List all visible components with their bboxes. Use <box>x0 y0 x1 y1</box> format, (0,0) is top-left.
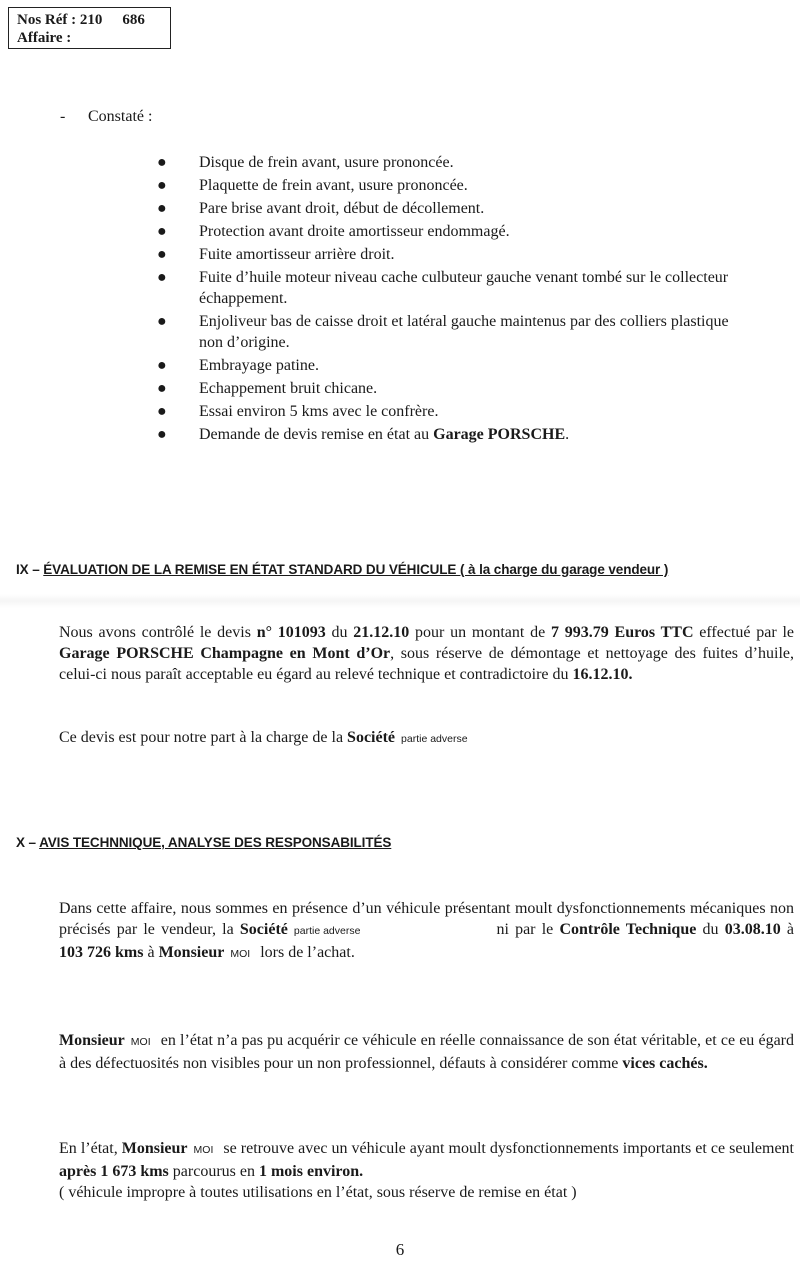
redacted-name: MOI <box>130 1036 151 1048</box>
list-item: ● Embrayage patine. <box>157 357 319 374</box>
list-item: ● Fuite amortisseur arrière droit. <box>157 246 395 263</box>
section-x-paragraph-1: Dans cette affaire, nous sommes en présence d’un véhicule présentant moult dysfonctionnements mécaniques non précisés par le vendeur, la Société partie adverse ni par le Contrôle Technique du 03.08.10 à 103 726 kms à Monsieur MOI lors de l’achat. <box>59 898 794 965</box>
bullet-icon: ● <box>157 380 167 397</box>
redacted-name: MOI <box>230 948 251 960</box>
section-x-number: X – <box>16 835 40 850</box>
constate-dash: - <box>60 108 66 125</box>
list-item: ● Plaquette de frein avant, usure prononcée. <box>157 177 468 194</box>
list-item: ● Essai environ 5 kms avec le confrère. <box>157 403 439 420</box>
section-ix-number: IX – <box>16 562 44 577</box>
bullet-icon: ● <box>157 177 167 194</box>
scan-artifact <box>0 594 800 608</box>
section-x-title <box>16 835 391 850</box>
bullet-icon: ● <box>157 313 167 330</box>
section-x-paragraph-2: Monsieur MOI en l’état n’a pas pu acquérir ce véhicule en réelle connaissance de son état véritable, et ce eu égard à des défectuosités non visibles pour un non professionnel, défauts à considérer comme vices cachés. <box>59 1032 794 1072</box>
list-item: ● Disque de frein avant, usure prononcée. <box>157 154 454 171</box>
page-number: 6 <box>395 1240 405 1259</box>
bullet-icon: ● <box>157 426 167 443</box>
section-ix-heading: ÉVALUATION DE LA REMISE EN ÉTAT STANDARD DU VÉHICULE ( à la charge du garage vendeur ) <box>43 562 669 577</box>
list-item: ● Demande de devis remise en état au Garage PORSCHE. <box>157 426 570 443</box>
list-item: ● Echappement bruit chicane. <box>157 380 378 397</box>
bullet-icon: ● <box>157 357 167 374</box>
bullet-icon: ● <box>157 223 167 240</box>
list-item: ● Fuite d’huile moteur niveau cache culbuteur gauche venant tombé sur le collecteur échappement. <box>157 269 729 307</box>
bullet-icon: ● <box>157 403 167 420</box>
list-item: ● Enjoliveur bas de caisse droit et latéral gauche maintenus par des colliers plastique non d’origine. <box>157 313 729 351</box>
redacted-name: partie adverse <box>293 925 361 937</box>
bullet-icon: ● <box>157 246 167 263</box>
redacted-name: partie adverse <box>401 733 468 745</box>
affaire-label: Affaire : <box>17 30 72 46</box>
section-x-heading: AVIS TECHNNIQUE, ANALYSE DES RESPONSABILITÉS <box>39 835 392 850</box>
reference-box <box>8 7 171 49</box>
section-ix-title <box>16 562 668 577</box>
ref-label: Nos Réf : 210 <box>17 12 103 28</box>
list-item: ● Pare brise avant droit, début de décollement. <box>157 200 485 217</box>
constate-label: Constaté : <box>88 108 153 125</box>
redacted-name: MOI <box>193 1144 214 1156</box>
bullet-icon: ● <box>157 269 167 286</box>
list-item: ● Protection avant droite amortisseur endommagé. <box>157 223 510 240</box>
bullet-icon: ● <box>157 154 167 171</box>
section-x-paragraph-3: En l’état, Monsieur MOI se retrouve avec un véhicule ayant moult dysfonctionnements importants et ce seulement après 1 673 kms parcourus en 1 mois environ. ( véhicule impropre à toutes utilisations en l’état, sous réserve de remise en état ) <box>59 1140 795 1201</box>
section-ix-paragraph-1: Nous avons contrôlé le devis n° 101093 du 21.12.10 pour un montant de 7 993.79 Euros TTC effectué par le Garage PORSCHE Champagne en Mont d’Or, sous réserve de démontage et nettoyage des fuites d’huile, celui-ci nous paraît acceptable eu égard au relevé technique et contradictoire du 16.12.10. <box>59 624 795 683</box>
section-ix-paragraph-2: Ce devis est pour notre part à la charge de la Société partie adverse <box>59 727 794 750</box>
ref-number: 686 <box>122 12 145 28</box>
ref-line <box>17 11 162 29</box>
findings-list <box>155 152 755 447</box>
constate-heading <box>60 108 152 126</box>
bullet-icon: ● <box>157 200 167 217</box>
